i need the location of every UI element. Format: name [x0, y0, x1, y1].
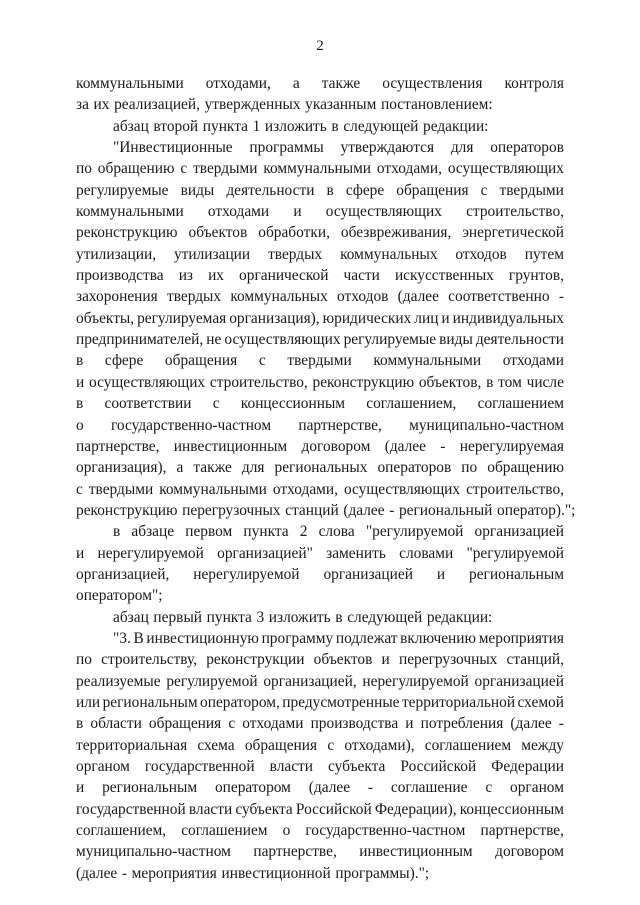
word: партнерстве, [480, 822, 564, 840]
word: контроля [504, 75, 564, 92]
word: обезвреживания, [340, 224, 452, 242]
word: реализацией, [114, 96, 200, 114]
word: нерегулируемой [193, 565, 300, 583]
word: обращения [148, 715, 222, 733]
word: коммунальными [76, 203, 184, 221]
word: и [436, 565, 446, 583]
word: государственно-частном [110, 416, 272, 434]
word: пункта [202, 117, 248, 135]
word: твердыми [287, 352, 352, 370]
word: абзац [113, 608, 149, 626]
word: захоронения [76, 288, 158, 306]
word: утверждаются [340, 139, 435, 157]
word: соглашение [390, 779, 468, 797]
word: строительство, [466, 203, 564, 221]
word: (далее [343, 501, 385, 519]
word: организация), [76, 459, 167, 477]
text-line [76, 799, 564, 820]
word: "3. [113, 629, 131, 647]
word: словами [399, 544, 454, 562]
word: 1 [252, 117, 261, 135]
word: программу [261, 629, 334, 647]
word: региональным [102, 779, 198, 797]
text-line [76, 457, 564, 478]
word: в [76, 715, 84, 733]
word: государственной [144, 758, 255, 775]
word: по [461, 459, 478, 477]
word: числе [526, 373, 564, 391]
word: абзац [113, 117, 149, 135]
word: территориальная [76, 736, 188, 754]
text-line [76, 649, 564, 670]
word: с [480, 181, 488, 199]
word: нерегулируемой [97, 544, 204, 562]
word: в [331, 117, 339, 135]
word: операторов [490, 139, 564, 157]
word: твердых [268, 245, 323, 263]
word: Федерации), [374, 800, 457, 818]
word: нерегулируемой [362, 672, 469, 690]
word: их [208, 267, 224, 285]
text-line [76, 201, 564, 222]
word: о [76, 416, 84, 434]
word: деятельности [475, 331, 564, 349]
text-line [76, 329, 564, 350]
word: утилизации, [76, 245, 157, 263]
word: обращения [396, 181, 469, 199]
text-line [76, 393, 564, 414]
text-line [76, 244, 564, 265]
text-line [76, 863, 564, 884]
word: - [367, 779, 374, 797]
word: станций, [506, 651, 564, 669]
page-number: 2 [316, 38, 324, 54]
word: виды [180, 181, 215, 199]
word: утвержденных [204, 96, 301, 114]
word: и [441, 309, 450, 327]
word: или [76, 693, 101, 711]
word: лиц [414, 309, 439, 327]
word: юридических [322, 309, 412, 327]
word: в [326, 181, 334, 199]
word: власти [188, 800, 233, 818]
word: оператор)."; [497, 501, 576, 519]
word: нерегулируемая [459, 437, 564, 455]
word: регулируемые [343, 331, 437, 349]
word: 2 [299, 523, 308, 541]
word: осуществления [382, 75, 483, 92]
word: с [327, 736, 335, 754]
word: договором [495, 843, 564, 861]
word: для [241, 459, 265, 477]
word: осуществляющих [447, 160, 564, 178]
word: строительство, [466, 480, 564, 498]
word: не [206, 331, 222, 349]
word: организацией [323, 565, 413, 583]
word: коммунальных [230, 288, 328, 306]
text-line [76, 692, 564, 713]
word: по [76, 651, 92, 669]
word: схемой [517, 693, 564, 711]
word: Российской [400, 758, 477, 775]
word: (далее [384, 437, 426, 455]
text-line [76, 671, 564, 692]
word: для [450, 139, 474, 157]
word: "регулируемой [466, 544, 564, 562]
word: а [292, 75, 300, 92]
word: подлежат [335, 629, 398, 647]
word: по [76, 160, 92, 178]
word: отходами, [205, 75, 271, 92]
text-line [76, 521, 564, 542]
word: региональных [274, 459, 368, 477]
text-line [76, 372, 564, 393]
word: и [76, 373, 85, 391]
word: объекты, [76, 309, 135, 327]
word: заменить [326, 544, 386, 562]
word: включению [400, 629, 477, 647]
word: схема [197, 736, 235, 754]
text-line [76, 564, 564, 585]
word: отходами [502, 352, 564, 370]
word: договором [301, 437, 371, 455]
word: (далее [510, 715, 552, 733]
word: организацией" [217, 544, 313, 562]
word: реконструкции [206, 651, 305, 669]
word: коммунальными [263, 160, 372, 178]
word: - [389, 501, 395, 519]
word: территориальной [401, 693, 516, 711]
text-line [76, 500, 576, 521]
text-line [76, 777, 564, 798]
text-line [76, 585, 564, 606]
word: отходами, [272, 480, 338, 498]
word: в [486, 373, 494, 391]
word: между [521, 736, 564, 754]
word: твердыми [88, 480, 154, 498]
word: (далее [397, 288, 439, 306]
word: органической [239, 267, 329, 285]
word: "Инвестиционные [113, 139, 233, 157]
word: реализуемые [76, 672, 161, 690]
word: следующей [343, 117, 419, 135]
word: власти [269, 758, 313, 775]
word: (далее [76, 864, 118, 882]
word: Федерации [491, 758, 564, 775]
word: путем [524, 245, 564, 263]
word: и [76, 544, 85, 562]
text-line [76, 137, 564, 158]
word: перегрузочных [182, 501, 281, 519]
word: отходов [337, 288, 389, 306]
word: объектов, [418, 373, 482, 391]
word: в [76, 352, 84, 370]
word: с [485, 779, 493, 797]
word: соглашением, [76, 822, 167, 840]
word: коммунальными [373, 352, 482, 370]
word: за [76, 96, 89, 114]
word: осуществляющих [325, 203, 442, 221]
word: реконструкцию [76, 501, 178, 519]
word: соглашением [181, 822, 268, 840]
word: пункта [206, 608, 252, 626]
word: осуществляющих [224, 331, 341, 349]
word: муниципально-частном [409, 416, 564, 434]
word: осуществляющих [89, 373, 206, 391]
word: с [212, 395, 220, 413]
word: коммунальными [76, 75, 184, 92]
word: сфере [104, 352, 144, 370]
word: обращению [487, 459, 564, 477]
word: (далее [308, 779, 351, 797]
word: строительство, [209, 373, 308, 391]
word: и [76, 779, 85, 797]
word: объектов [313, 651, 373, 669]
word: указанным [305, 96, 377, 114]
word: органом [76, 758, 130, 775]
word: о [282, 822, 291, 840]
word: соглашением [477, 395, 564, 413]
word: производства [76, 267, 164, 285]
word: концессионным [240, 395, 346, 413]
word: инвестиционным [173, 437, 288, 455]
word: а [176, 459, 184, 477]
text-line [76, 94, 564, 115]
word: программы [249, 139, 324, 157]
word: организацией [474, 523, 564, 541]
word: региональным [469, 565, 564, 583]
word: Российской [295, 800, 372, 818]
word: партнерстве, [253, 843, 337, 861]
word: производства [310, 715, 399, 733]
word: с [228, 715, 236, 733]
text-line [76, 286, 564, 307]
document-body [76, 73, 576, 884]
word: организацией, [76, 565, 170, 583]
text-line [76, 713, 564, 734]
word: регулируемые [76, 181, 169, 199]
word: второй [153, 117, 199, 135]
word: утилизации [173, 245, 251, 263]
text-line [76, 180, 564, 201]
text-line [76, 158, 564, 179]
text-line [76, 350, 564, 371]
word: коммунальными [159, 480, 267, 498]
word: реконструкцию [76, 224, 178, 242]
word: оператором [214, 779, 291, 797]
word: программы)."; [335, 864, 430, 882]
text-line [76, 735, 564, 756]
word: потребления [420, 715, 504, 733]
word: региональным [102, 693, 198, 711]
word: реконструкцию [312, 373, 415, 391]
word: редакции: [423, 117, 489, 135]
text-line [76, 607, 564, 628]
word: обращения [164, 352, 238, 370]
text-line [76, 820, 564, 841]
word: виды [439, 331, 473, 349]
word: регулируемой [166, 672, 258, 690]
word: мероприятия [131, 864, 217, 882]
word: отходами), [344, 736, 415, 754]
word: сфере [345, 181, 385, 199]
word: в [113, 523, 121, 541]
word: субъекта [328, 758, 386, 775]
word: энергетической [462, 224, 564, 242]
word: соглашением [424, 736, 512, 754]
word: организацией [474, 672, 564, 690]
text-line [76, 543, 564, 564]
word: с [76, 480, 83, 498]
word: искусственных [394, 267, 494, 285]
word: также [193, 459, 232, 477]
text-line [76, 116, 564, 137]
word: и [293, 203, 302, 221]
word: организация), [229, 309, 320, 327]
word: грунтов, [508, 267, 564, 285]
word: первый [153, 608, 203, 626]
word: предусмотренные [282, 693, 400, 711]
word: и [381, 651, 390, 669]
word: оператором"; [76, 587, 163, 605]
word: обращению [97, 160, 175, 178]
word: их [93, 96, 110, 114]
word: перегрузочных [398, 651, 498, 669]
word: коммунальных [340, 245, 438, 263]
word: в [335, 608, 343, 626]
word: соответственно [448, 288, 550, 306]
text-line [76, 436, 564, 457]
word: отходов [455, 245, 507, 263]
word: отходами [242, 715, 304, 733]
word: региональный [398, 501, 493, 519]
word: с [180, 160, 188, 178]
word: организацией, [263, 672, 357, 690]
word: и [405, 715, 414, 733]
word: строительству, [101, 651, 198, 669]
word: - [558, 288, 564, 306]
word: государственной [76, 800, 186, 818]
word: обращения [244, 736, 318, 754]
word: твердых [166, 288, 222, 306]
text-line [76, 841, 564, 862]
text-line [76, 73, 564, 94]
word: предпринимателей, [76, 331, 204, 349]
word: оператором, [200, 693, 280, 711]
word: твердыми [193, 160, 258, 178]
word: - [121, 864, 128, 882]
word: органом [510, 779, 564, 797]
word: осуществляющих [343, 480, 461, 498]
word: редакции: [426, 608, 493, 626]
word: изложить [264, 117, 327, 135]
word: инвестиционным [359, 843, 473, 861]
word: слова [318, 523, 355, 541]
word: том [498, 373, 522, 391]
word: субъекта [235, 800, 293, 818]
word: соглашением, [366, 395, 457, 413]
word: партнерстве, [76, 437, 160, 455]
word: изложить [268, 608, 331, 626]
word: области [90, 715, 142, 733]
text-line [76, 222, 564, 243]
word: отходами, [376, 160, 442, 178]
word: в [76, 395, 84, 413]
word: инвестиционной [221, 864, 331, 882]
text-line [76, 415, 564, 436]
word: объектов [188, 224, 248, 242]
word: части [343, 267, 380, 285]
word: операторов [377, 459, 452, 477]
word: 3 [256, 608, 265, 626]
word: также [321, 75, 361, 92]
word: партнерстве, [298, 416, 382, 434]
word: пункта [243, 523, 289, 541]
word: с [258, 352, 266, 370]
word: мероприятия [478, 629, 564, 647]
word: соответствии [104, 395, 192, 413]
word: индивидуальных [452, 309, 564, 327]
word: станций [285, 501, 339, 519]
word: инвестиционную [146, 629, 259, 647]
word: первом [185, 523, 233, 541]
word: деятельности [226, 181, 315, 199]
word: из [178, 267, 194, 285]
word: отходами [207, 203, 270, 221]
text-line [76, 479, 564, 500]
word: обработки, [258, 224, 330, 242]
word: - [440, 437, 446, 455]
word: следующей [347, 608, 423, 626]
text-line [76, 628, 564, 649]
word: твердыми [499, 181, 564, 199]
word: абзаце [131, 523, 175, 541]
text-line [76, 265, 564, 286]
word: - [558, 715, 564, 733]
word: "регулируемой [365, 523, 464, 541]
word: регулируемая [137, 309, 227, 327]
word: постановлением: [380, 96, 493, 114]
text-line [76, 756, 564, 777]
text-line [76, 308, 564, 329]
word: В [133, 629, 144, 647]
word: концессионным [459, 800, 564, 818]
word: муниципально-частном [76, 843, 231, 861]
word: государственно-частном [305, 822, 466, 840]
